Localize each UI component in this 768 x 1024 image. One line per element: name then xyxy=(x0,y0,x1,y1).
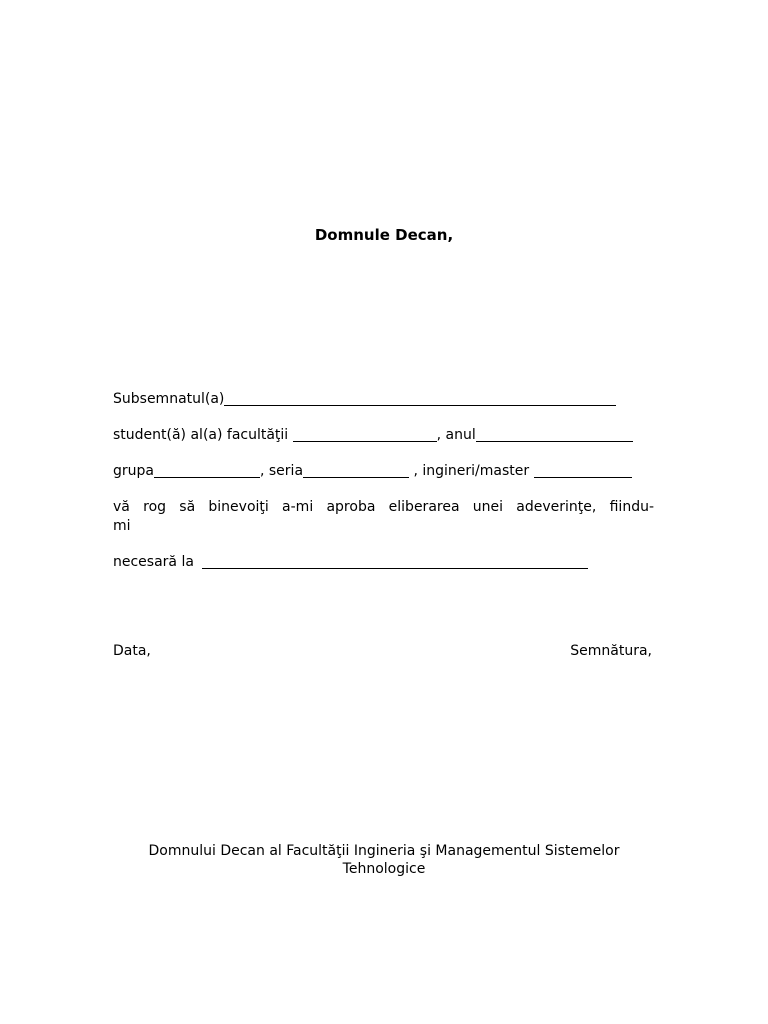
request-text: vă rog să binevoiţi a-mi aproba eliberarea unei adeverinţe, fiindu- xyxy=(113,499,654,515)
purpose-label: necesară la xyxy=(113,554,199,570)
program-label: , ingineri/master xyxy=(409,463,534,479)
name-label: Subsemnatul(a) xyxy=(113,391,225,407)
year-label: , anul xyxy=(436,427,476,443)
purpose-field[interactable] xyxy=(202,554,588,569)
faculty-field[interactable] xyxy=(293,427,437,442)
addressee-footer xyxy=(114,842,654,878)
series-field[interactable] xyxy=(303,463,409,478)
name-line xyxy=(113,390,658,408)
name-field[interactable] xyxy=(224,391,616,406)
series-label: , seria xyxy=(259,463,304,479)
faculty-line xyxy=(113,426,658,444)
group-line xyxy=(113,462,658,480)
group-field[interactable] xyxy=(154,463,260,478)
purpose-line xyxy=(113,553,658,571)
year-field[interactable] xyxy=(476,427,633,442)
addressee-line-2: Tehnologice xyxy=(342,861,426,877)
date-label: Data, xyxy=(113,643,151,659)
signature-label: Semnătura, xyxy=(570,643,652,659)
program-field[interactable] xyxy=(534,463,632,478)
page-title: Domnule Decan, xyxy=(314,226,454,244)
addressee-line-1: Domnului Decan al Facultăţii Ingineria şi Managementul Sistemelor xyxy=(148,843,620,859)
request-text-continuation: mi xyxy=(113,518,131,534)
group-label: grupa xyxy=(113,463,154,479)
student-faculty-label: student(ă) al(a) facultăţii xyxy=(113,427,293,443)
